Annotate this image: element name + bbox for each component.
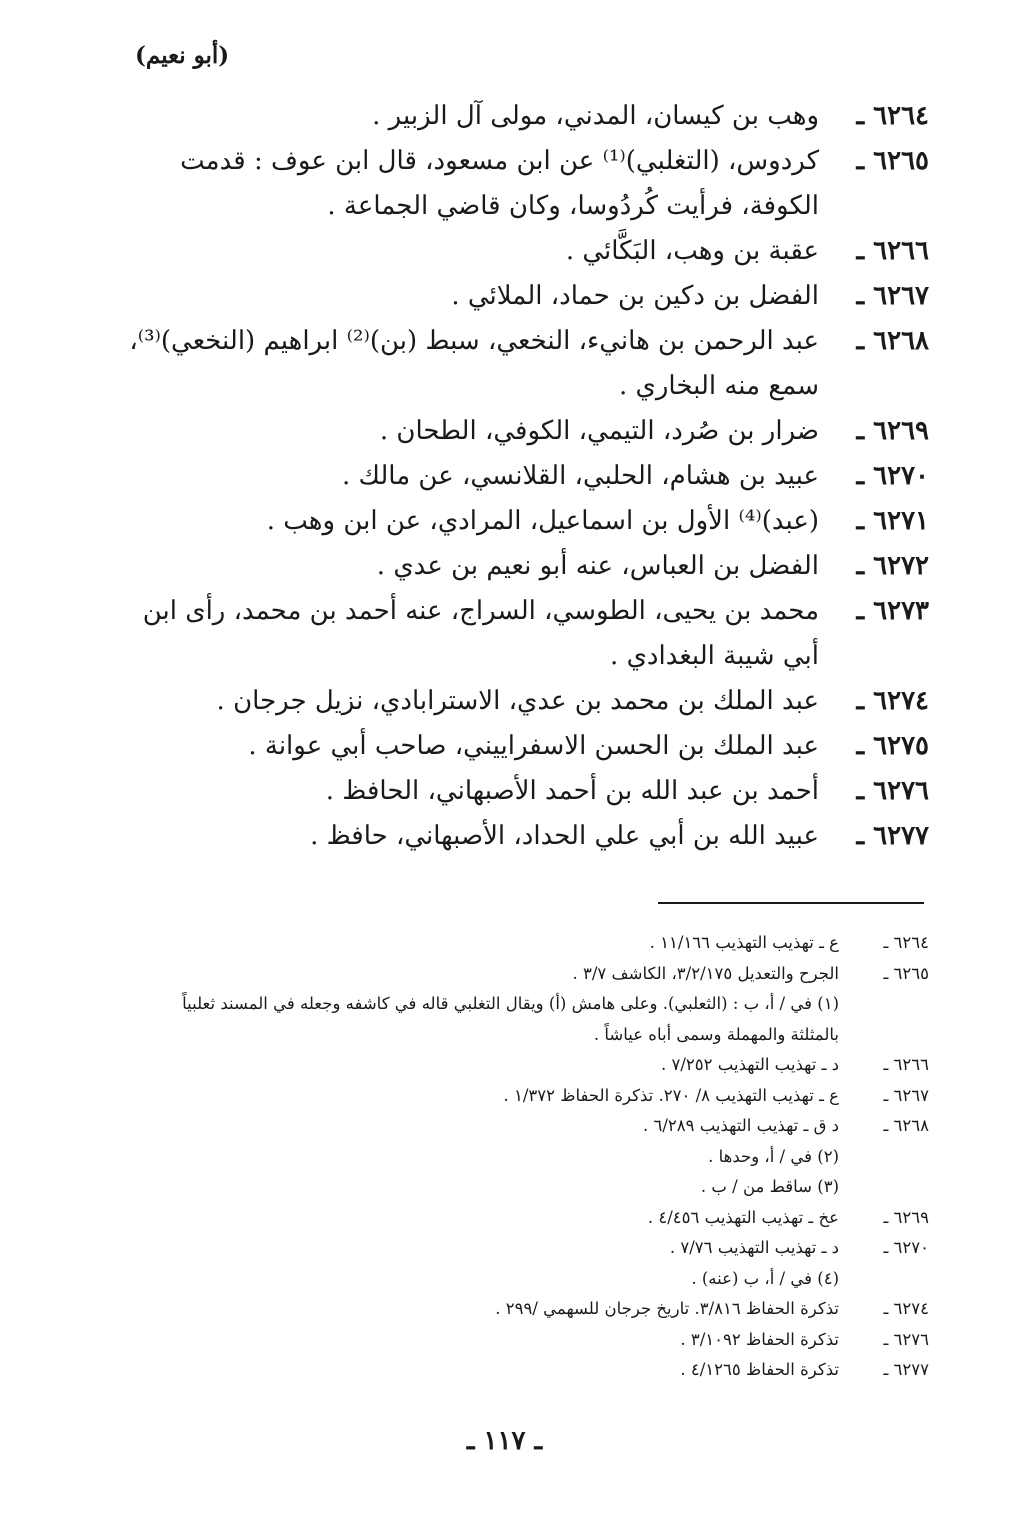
footnote-1 [129, 989, 929, 1050]
footnote-text: د ـ تهذيب التهذيب ٧/٧٦ . [669, 1238, 839, 1257]
running-head: (أبو نعيم) [135, 42, 230, 69]
entry-number: ٦٢٧٠ ـ [856, 461, 929, 491]
footnote-4 [129, 1264, 929, 1295]
entry-text: الفضل بن العباس، عنه أبو نعيم بن عدي . [376, 551, 819, 581]
footnote-6277 [129, 1355, 929, 1386]
entry-number: ٦٢٧٢ ـ [856, 551, 929, 581]
footnote-text: (١) في / أ، ب : (الثعلبي). وعلى هامش (أ) ويقال التغلبي قاله في كاشفه وجعله في المسند ثعلبياً بالمثلثة والمهملة وسمى أباه عياشاً . [182, 994, 839, 1044]
footnote-number: ٦٢٧٦ ـ [883, 1329, 929, 1349]
entry-6270 [129, 454, 929, 499]
footnote-text: (٣) ساقط من / ب . [700, 1177, 839, 1196]
entry-number: ٦٢٦٩ ـ [856, 416, 929, 446]
footnote-6265 [129, 959, 929, 990]
footnote-text: الجرح والتعديل ٣/٢/١٧٥، الكاشف ٣/٧ . [572, 963, 839, 983]
entry-text: عبد الملك بن محمد بن عدي، الاسترابادي، نزيل جرجان . [216, 686, 819, 716]
entry-number: ٦٢٧٣ ـ [856, 596, 929, 626]
entry-text: الفضل بن دكين بن حماد، الملائي . [451, 281, 819, 311]
footnote-number: ٦٢٧٧ ـ [883, 1360, 929, 1379]
footnote-3 [129, 1172, 929, 1203]
entry-text: عقبة بن وهب، البَكَّائي . [565, 236, 819, 266]
footnote-text: د ـ تهذيب التهذيب ٧/٢٥٢ . [661, 1055, 839, 1074]
entry-number: ٦٢٦٤ ـ [856, 101, 929, 131]
footnote-number: ٦٢٦٥ ـ [883, 963, 929, 983]
entry-6272 [129, 544, 929, 589]
entry-text: عبد الملك بن الحسن الاسفراييني، صاحب أبي عوانة . [248, 731, 819, 761]
entry-text: وهب بن كيسان، المدني، مولى آل الزبير . [372, 101, 819, 131]
footnote-6270 [129, 1233, 929, 1264]
entry-text: محمد بن يحيى، الطوسي، السراج، عنه أحمد بن محمد، رأى ابن أبي شيبة البغدادي . [142, 596, 819, 671]
footnote-6267 [129, 1081, 929, 1112]
entry-number: ٦٢٧٦ ـ [856, 776, 929, 806]
footnote-text: (٢) في / أ، وحدها . [708, 1146, 839, 1166]
footnote-number: ٦٢٦٨ ـ [883, 1116, 929, 1135]
entry-text: عبيد بن هشام، الحلبي، القلانسي، عن مالك . [341, 461, 819, 491]
footnote-6266 [129, 1050, 929, 1081]
entry-number: ٦٢٦٧ ـ [856, 281, 929, 311]
footnote-6268 [129, 1111, 929, 1142]
entry-6275 [129, 724, 929, 769]
entry-6264 [129, 94, 929, 139]
page-number: ـ ١١٧ ـ [466, 1426, 543, 1456]
footnote-6269 [129, 1203, 929, 1234]
entry-6267 [129, 274, 929, 319]
entry-6277 [129, 814, 929, 859]
footnote-6274 [129, 1294, 929, 1325]
entry-6276 [129, 769, 929, 814]
entry-6268 [129, 319, 929, 409]
entry-number: ٦٢٦٦ ـ [856, 236, 929, 266]
footnote-text: د ق ـ تهذيب التهذيب ٦/٢٨٩ . [642, 1116, 839, 1135]
entry-6274 [129, 679, 929, 724]
entry-6266 [129, 229, 929, 274]
entry-text: عبيد الله بن أبي علي الحداد، الأصبهاني، حافظ . [310, 821, 819, 851]
footnote-6264 [129, 928, 929, 959]
entry-text: أحمد بن عبد الله بن أحمد الأصبهاني، الحافظ . [325, 776, 819, 806]
footnote-text: تذكرة الحفاظ ٣/١٠٩٢ . [680, 1329, 839, 1349]
footnote-number: ٦٢٧٤ ـ [883, 1299, 929, 1318]
footnote-text: ع ـ تهذيب التهذيب ١١/١٦٦ . [649, 933, 839, 952]
entry-number: ٦٢٧٧ ـ [856, 821, 929, 851]
entry-number: ٦٢٦٥ ـ [856, 146, 929, 176]
entry-number: ٦٢٧١ ـ [856, 506, 929, 536]
footnotes [129, 928, 929, 1386]
footnote-text: ع ـ تهذيب التهذيب ٨/ ٢٧٠. تذكرة الحفاظ ١/٣٧٢ . [503, 1085, 839, 1105]
footnote-number: ٦٢٦٦ ـ [883, 1055, 929, 1074]
footnote-text: تذكرة الحفاظ ٤/١٢٦٥ . [680, 1360, 839, 1379]
entry-6271 [129, 499, 929, 544]
entry-text: (عبد)⁽⁴⁾ الأول بن اسماعيل، المرادي، عن ابن وهب . [266, 506, 819, 536]
footnote-separator [658, 902, 924, 904]
footnote-text: (٤) في / أ، ب (عنه) . [691, 1268, 839, 1288]
entry-6269 [129, 409, 929, 454]
entry-6265 [129, 139, 929, 229]
biography-entries [129, 94, 929, 859]
entry-6273 [129, 589, 929, 679]
footnote-2 [129, 1142, 929, 1173]
footnote-number: ٦٢٦٧ ـ [883, 1085, 929, 1105]
footnote-number: ٦٢٦٩ ـ [883, 1207, 929, 1227]
entry-number: ٦٢٦٨ ـ [856, 326, 929, 356]
footnote-6276 [129, 1325, 929, 1356]
entry-number: ٦٢٧٥ ـ [856, 731, 929, 761]
entry-number: ٦٢٧٤ ـ [856, 686, 929, 716]
entry-text: عبد الرحمن بن هانيء، النخعي، سبط (بن)⁽²⁾ ابراهيم (النخعي)⁽³⁾، سمع منه البخاري . [129, 326, 819, 401]
entry-text: كردوس، (التغلبي)⁽¹⁾ عن ابن مسعود، قال ابن عوف : قدمت الكوفة، فرأيت كُردُوسا، وكان قاضي الجماعة . [180, 146, 819, 221]
footnote-number: ٦٢٦٤ ـ [883, 933, 929, 952]
footnote-text: تذكرة الحفاظ ٣/٨١٦. تاريخ جرجان للسهمي /٢٩٩ . [495, 1299, 839, 1318]
entry-text: ضرار بن صُرد، التيمي، الكوفي، الطحان . [379, 416, 819, 446]
footnote-text: عخ ـ تهذيب التهذيب ٤/٤٥٦ . [647, 1207, 839, 1227]
footnote-number: ٦٢٧٠ ـ [883, 1238, 929, 1257]
